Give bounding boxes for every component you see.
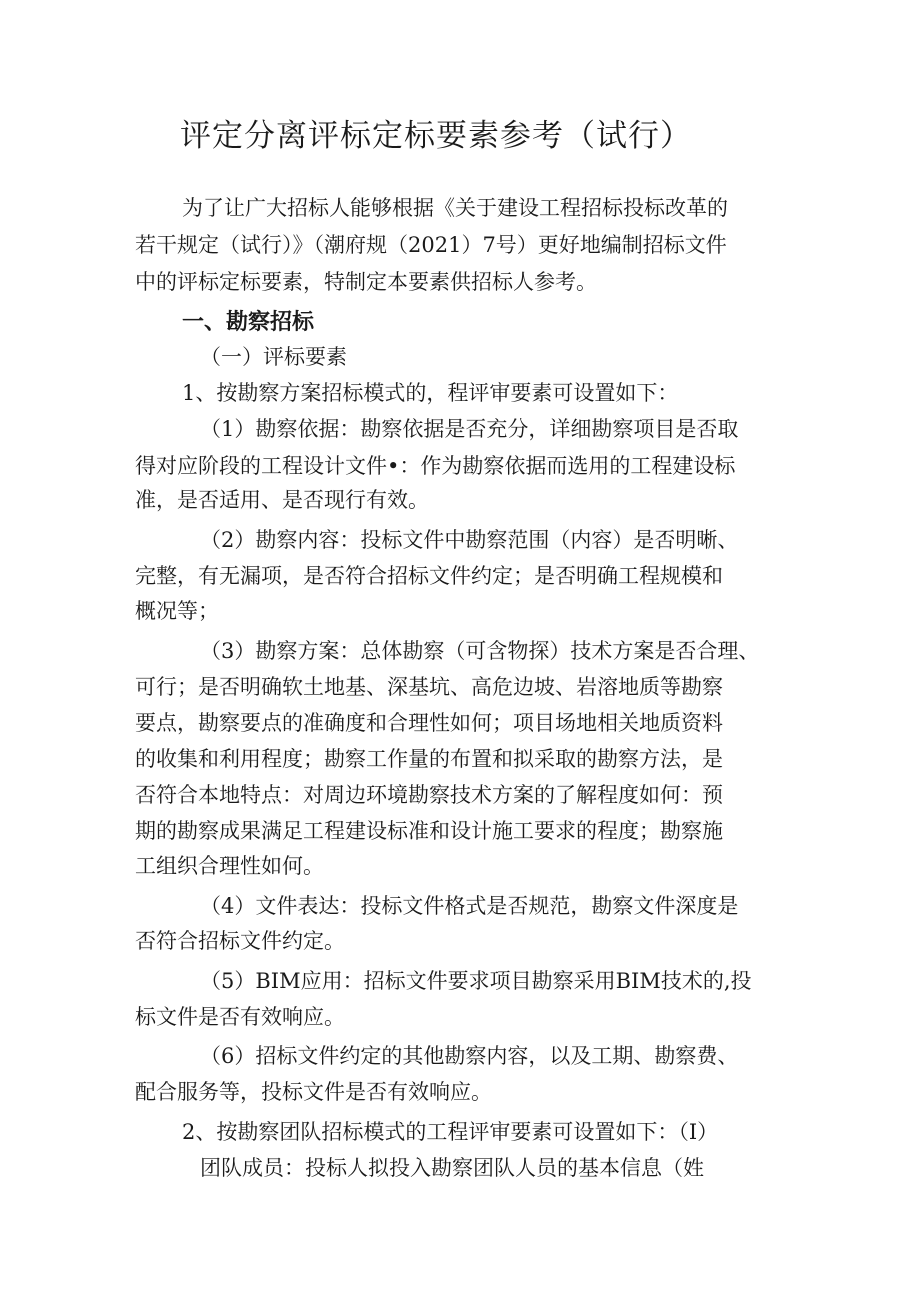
point-line: 工组织合理性如何。 bbox=[135, 854, 324, 878]
point-line: 准，是否适用、是否现行有效。 bbox=[135, 488, 429, 512]
item-line: 团队成员：投标人拟投入勘察团队人员的基本信息（姓 bbox=[200, 1156, 704, 1180]
item-intro: 1、按勘察方案招标模式的，程评审要素可设置如下： bbox=[182, 381, 679, 405]
point-line: （4）文件表达：投标文件格式是否规范，勘察文件深度是 bbox=[200, 894, 739, 918]
point-line: 得对应阶段的工程设计文件•：作为勘察依据而选用的工程建设标 bbox=[135, 454, 736, 478]
point-line: （6）招标文件约定的其他勘察内容，以及工期、勘察费、 bbox=[200, 1044, 739, 1068]
point-line: 要点，勘察要点的准确度和合理性如何；项目场地相关地质资料 bbox=[135, 711, 723, 735]
point-line: 可行；是否明确软土地基、深基坑、高危边坡、岩溶地质等勘察 bbox=[135, 675, 723, 699]
point-line: 完整，有无漏项，是否符合招标文件约定；是否明确工程规模和 bbox=[135, 564, 723, 588]
point-line: 否符合招标文件约定。 bbox=[135, 929, 345, 953]
point-line: 标文件是否有效响应。 bbox=[135, 1005, 345, 1029]
intro-line: 中的评标定标要素，特制定本要素供招标人参考。 bbox=[135, 270, 597, 294]
point-line: 的收集和利用程度；勘察工作量的布置和拟采取的勘察方法，是 bbox=[135, 747, 723, 771]
intro-line: 为了让广大招标人能够根据《关于建设工程招标投标改革的 bbox=[182, 196, 728, 220]
section-heading: 一、勘察招标 bbox=[182, 310, 315, 335]
point-line: 配合服务等，投标文件是否有效响应。 bbox=[135, 1080, 492, 1104]
point-line: （5）BIM应用：招标文件要求项目勘察采用BIM技术的,投 bbox=[200, 969, 752, 993]
point-line: 否符合本地特点：对周边环境勘察技术方案的了解程度如何：预 bbox=[135, 783, 723, 807]
point-line: （1）勘察依据：勘察依据是否充分，详细勘察项目是否取 bbox=[200, 417, 739, 441]
point-line: 期的勘察成果满足工程建设标准和设计施工要求的程度；勘察施 bbox=[135, 819, 723, 843]
intro-line: 若干规定（试行）》（潮府规（2021）7号）更好地编制招标文件 bbox=[135, 233, 727, 257]
point-line: 概况等； bbox=[135, 599, 219, 623]
item-intro: 2、按勘察团队招标模式的工程评审要素可设置如下：（I） bbox=[182, 1120, 719, 1144]
subsection-heading: （一）评标要素 bbox=[200, 345, 347, 369]
document-title: 评定分离评标定标要素参考（试行） bbox=[180, 118, 692, 154]
point-line: （3）勘察方案：总体勘察（可含物探）技术方案是否合理、 bbox=[200, 639, 760, 663]
point-line: （2）勘察内容：投标文件中勘察范围（内容）是否明晰、 bbox=[200, 528, 739, 552]
